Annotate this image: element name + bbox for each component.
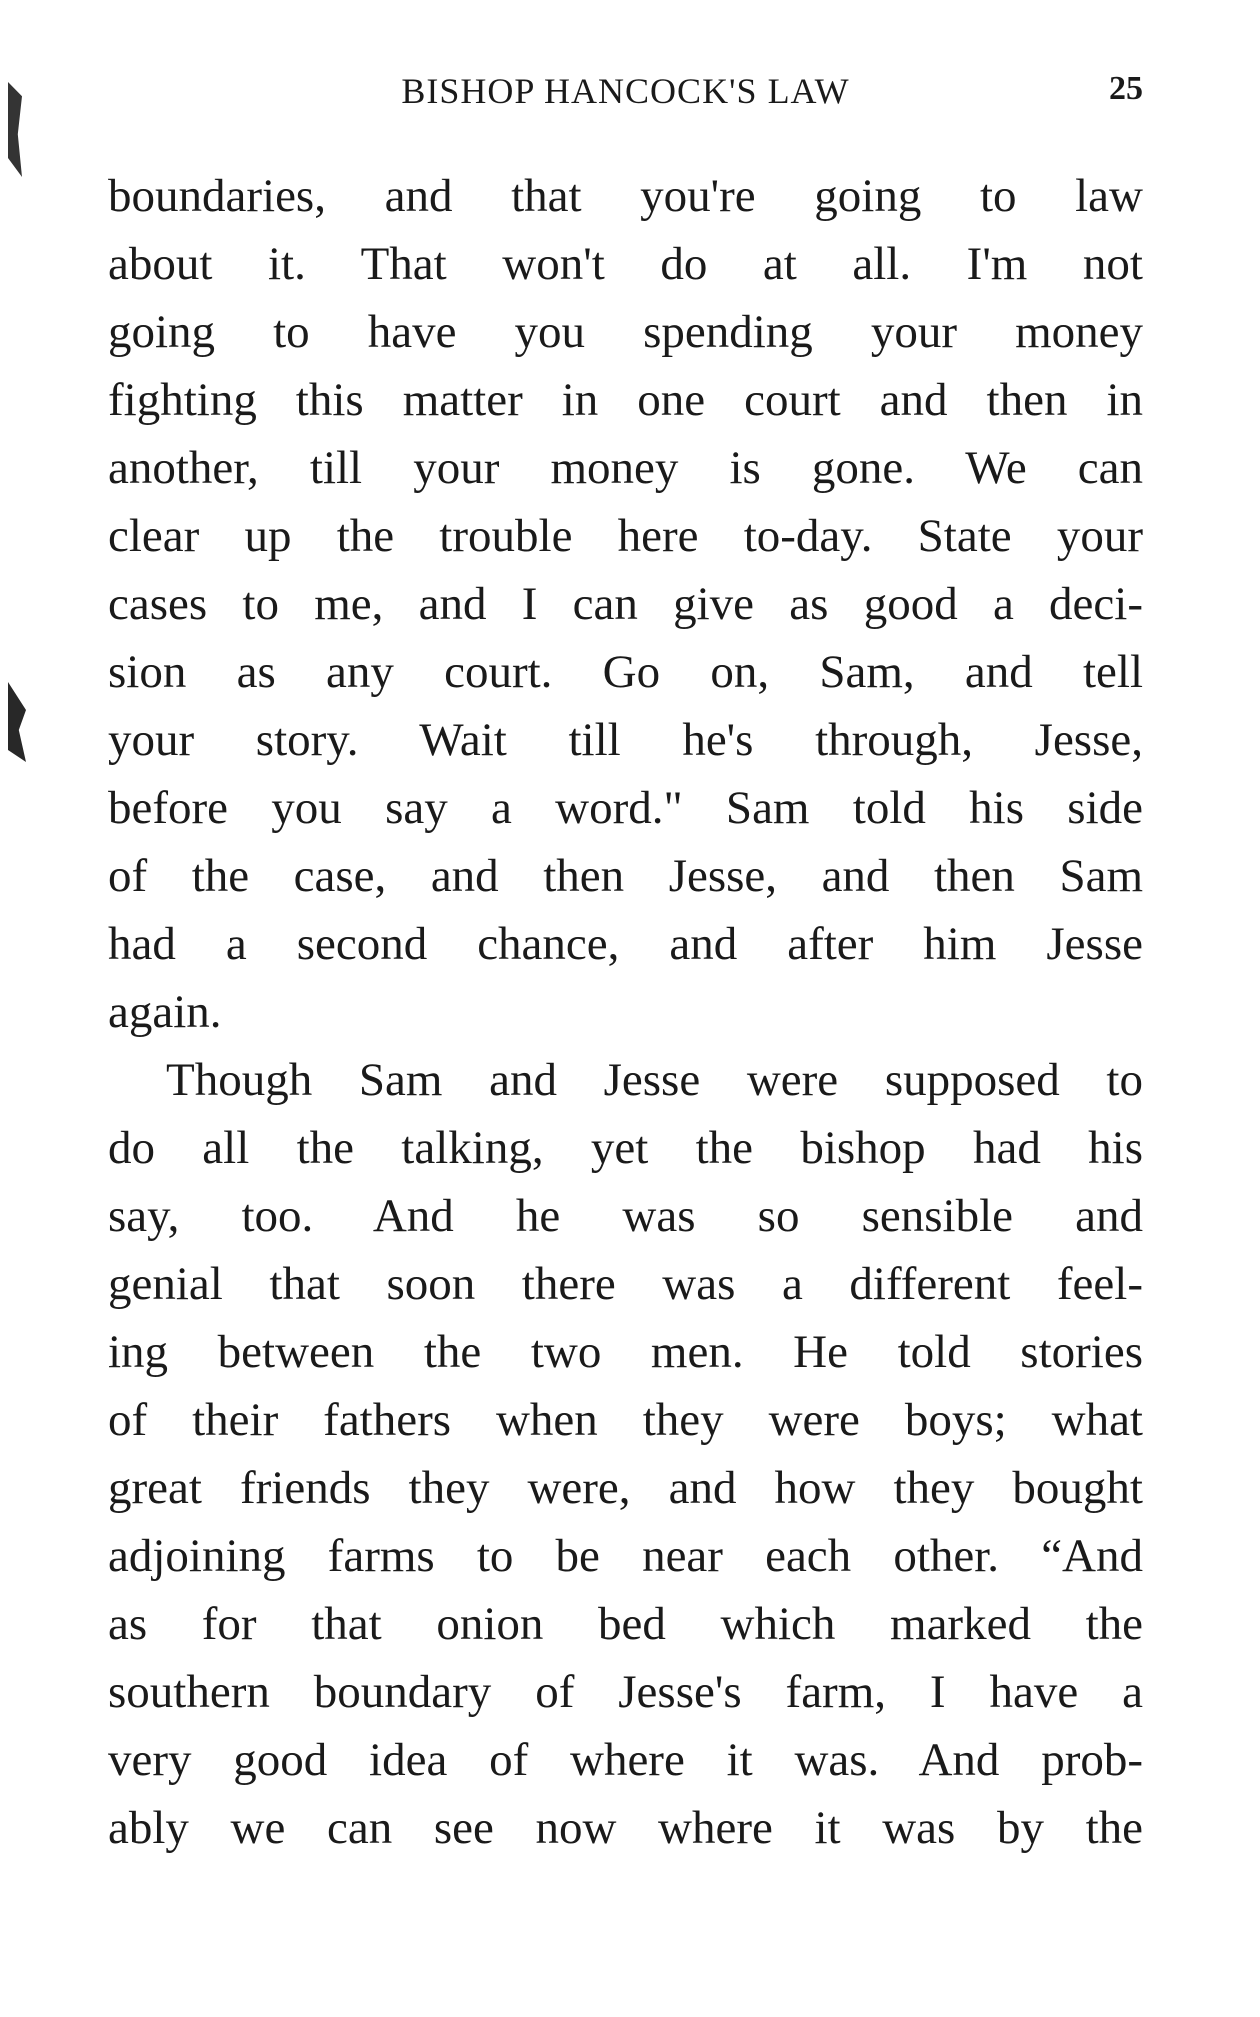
- running-head-title: BISHOP HANCOCK'S LAW: [401, 71, 850, 111]
- text-line: as for that onion bed which marked the: [108, 1598, 1143, 1650]
- text-line: ably we can see now where it was by the: [108, 1802, 1143, 1854]
- text-line: cases to me, and I can give as good a deci-: [108, 578, 1143, 630]
- paragraph-1: [108, 162, 1143, 1046]
- text-line: going to have you spending your money: [108, 306, 1143, 358]
- text-line: fighting this matter in one court and then in: [108, 374, 1143, 426]
- text-line: ing between the two men. He told stories: [108, 1326, 1143, 1378]
- text-line: do all the talking, yet the bishop had his: [108, 1122, 1143, 1174]
- text-line: of the case, and then Jesse, and then Sam: [108, 850, 1143, 902]
- text-line: another, till your money is gone. We can: [108, 442, 1143, 494]
- margin-ink-mark: [8, 82, 22, 177]
- running-head: [108, 70, 1143, 120]
- text-line: again.: [108, 986, 222, 1038]
- text-line: of their fathers when they were boys; what: [108, 1394, 1143, 1446]
- text-line: boundaries, and that you're going to law: [108, 170, 1143, 222]
- text-line: great friends they were, and how they bought: [108, 1462, 1143, 1514]
- text-line: about it. That won't do at all. I'm not: [108, 238, 1143, 290]
- text-line: had a second chance, and after him Jesse: [108, 918, 1143, 970]
- text-line: say, too. And he was so sensible and: [108, 1190, 1143, 1242]
- text-line: genial that soon there was a different feel-: [108, 1258, 1143, 1310]
- text-line: before you say a word." Sam told his side: [108, 782, 1143, 834]
- paragraph-2: [108, 1046, 1143, 1862]
- page-number: 25: [1109, 70, 1143, 107]
- text-line: very good idea of where it was. And prob-: [108, 1734, 1143, 1786]
- text-line: Though Sam and Jesse were supposed to: [166, 1054, 1143, 1106]
- text-line: southern boundary of Jesse's farm, I have a: [108, 1666, 1143, 1718]
- body-text: [108, 162, 1143, 1862]
- text-line: adjoining farms to be near each other. “And: [108, 1530, 1143, 1582]
- text-line: clear up the trouble here to-day. State your: [108, 510, 1143, 562]
- text-line: sion as any court. Go on, Sam, and tell: [108, 646, 1143, 698]
- text-line: your story. Wait till he's through, Jesse,: [108, 714, 1143, 766]
- margin-ink-mark: [8, 682, 26, 762]
